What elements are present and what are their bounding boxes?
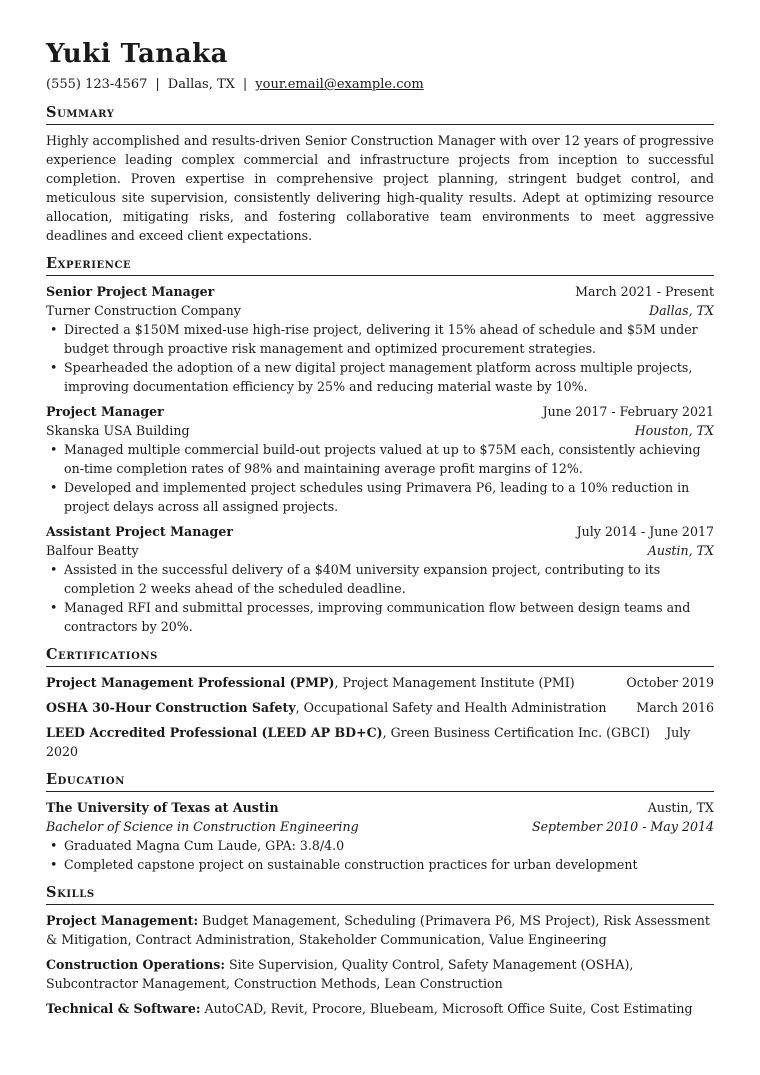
contact-line xyxy=(46,76,714,94)
skill-entry xyxy=(46,955,714,993)
job-dates: March 2021 - Present xyxy=(575,284,714,299)
degree: Bachelor of Science in Construction Engineering xyxy=(46,819,359,834)
certification-name: Project Management Professional (PMP) xyxy=(46,675,335,690)
certification-date: July 2020 xyxy=(46,725,691,759)
education-dates: September 2010 - May 2014 xyxy=(531,819,714,834)
skill-label: Construction Operations: xyxy=(46,957,225,972)
certification-entry xyxy=(46,723,714,761)
job-title: Senior Project Manager xyxy=(46,284,215,299)
job-dates: July 2014 - June 2017 xyxy=(576,524,714,539)
email-link[interactable]: your.email@example.com xyxy=(255,77,424,92)
candidate-name: Yuki Tanaka xyxy=(46,39,228,69)
section-title-experience: Experience xyxy=(46,255,714,276)
job-entry xyxy=(46,402,714,516)
phone: (555) 123-4567 xyxy=(46,77,148,92)
list-item: • Graduated Magna Cum Laude, GPA: 3.8/4.0 xyxy=(64,836,714,855)
certification-date: October 2019 xyxy=(626,675,714,690)
company: Balfour Beatty xyxy=(46,543,139,558)
certification-issuer: , Green Business Certification Inc. (GBCI) xyxy=(382,725,651,740)
school-name: The University of Texas at Austin xyxy=(46,800,279,815)
job-dates: June 2017 - February 2021 xyxy=(542,404,714,419)
skill-text: Budget Management, Scheduling (Primavera P6, MS Project), Risk Assessment & Mitigation, Contract Administration, Stakeholder Communication, Value Engineering xyxy=(46,913,710,947)
certification-date: March 2016 xyxy=(636,700,714,715)
location: Dallas, TX xyxy=(167,77,235,92)
section-title-education: Education xyxy=(46,771,714,792)
job-location: Dallas, TX xyxy=(648,303,714,318)
job-entry xyxy=(46,282,714,396)
list-item: • Directed a $150M mixed-use high-rise project, delivering it 15% ahead of schedule and $5M under budget through proactive risk management and optimized procurement strategies. xyxy=(64,320,714,358)
company: Turner Construction Company xyxy=(46,303,241,318)
job-location: Austin, TX xyxy=(647,543,714,558)
section-title-certifications: Certifications xyxy=(46,646,714,667)
list-item: • Managed RFI and submittal processes, improving communication flow between design teams and contractors by 20%. xyxy=(64,598,714,636)
list-item: • Spearheaded the adoption of a new digital project management platform across multiple projects, improving documentation efficiency by 25% and reducing material waste by 10%. xyxy=(64,358,714,396)
education-entry xyxy=(46,798,714,874)
company: Skanska USA Building xyxy=(46,423,190,438)
section-title-skills: Skills xyxy=(46,884,714,905)
certification-issuer: , Project Management Institute (PMI) xyxy=(334,675,575,690)
certification-entry xyxy=(46,698,714,717)
skill-text: Site Supervision, Quality Control, Safety Management (OSHA), Subcontractor Management, Construction Methods, Lean Construction xyxy=(46,957,634,991)
certification-issuer: , Occupational Safety and Health Administration xyxy=(295,700,607,715)
school-location: Austin, TX xyxy=(647,800,714,815)
resume-page xyxy=(46,38,714,1018)
skill-entry xyxy=(46,999,714,1018)
list-item: • Developed and implemented project schedules using Primavera P6, leading to a 10% reduction in project delays across all assigned projects. xyxy=(64,478,714,516)
list-item: • Completed capstone project on sustainable construction practices for urban development xyxy=(64,855,714,874)
section-title-summary: Summary xyxy=(46,104,714,125)
list-item: • Assisted in the successful delivery of a $40M university expansion project, contributing to its completion 2 weeks ahead of the scheduled deadline. xyxy=(64,560,714,598)
separator: | xyxy=(242,77,248,92)
job-entry xyxy=(46,522,714,636)
skill-label: Project Management: xyxy=(46,913,199,928)
certification-name: LEED Accredited Professional (LEED AP BD+C) xyxy=(46,725,383,740)
job-title: Project Manager xyxy=(46,404,164,419)
skill-entry xyxy=(46,911,714,949)
skill-label: Technical & Software: xyxy=(46,1001,201,1016)
certification-name: OSHA 30-Hour Construction Safety xyxy=(46,700,296,715)
certification-entry xyxy=(46,673,714,692)
list-item: • Managed multiple commercial build-out projects valued at up to $75M each, consistently achieving on-time completion rates of 98% and maintaining average profit margins of 12%. xyxy=(64,440,714,478)
job-title: Assistant Project Manager xyxy=(46,524,233,539)
skill-text: AutoCAD, Revit, Procore, Bluebeam, Microsoft Office Suite, Cost Estimating xyxy=(200,1001,693,1016)
job-location: Houston, TX xyxy=(634,423,714,438)
summary-text: Highly accomplished and results-driven Senior Construction Manager with over 12 years of progressive experience leading complex commercial and infrastructure projects from inception to successful completion. Proven expertise in comprehensive project planning, stringent budget control, and meticulous site supervision, consistently delivering high-quality results. Adept at optimizing resource allocation, mitigating risks, and fostering collaborative team environments to meet aggressive deadlines and exceed client expectations. xyxy=(46,133,714,243)
separator: | xyxy=(155,77,160,92)
